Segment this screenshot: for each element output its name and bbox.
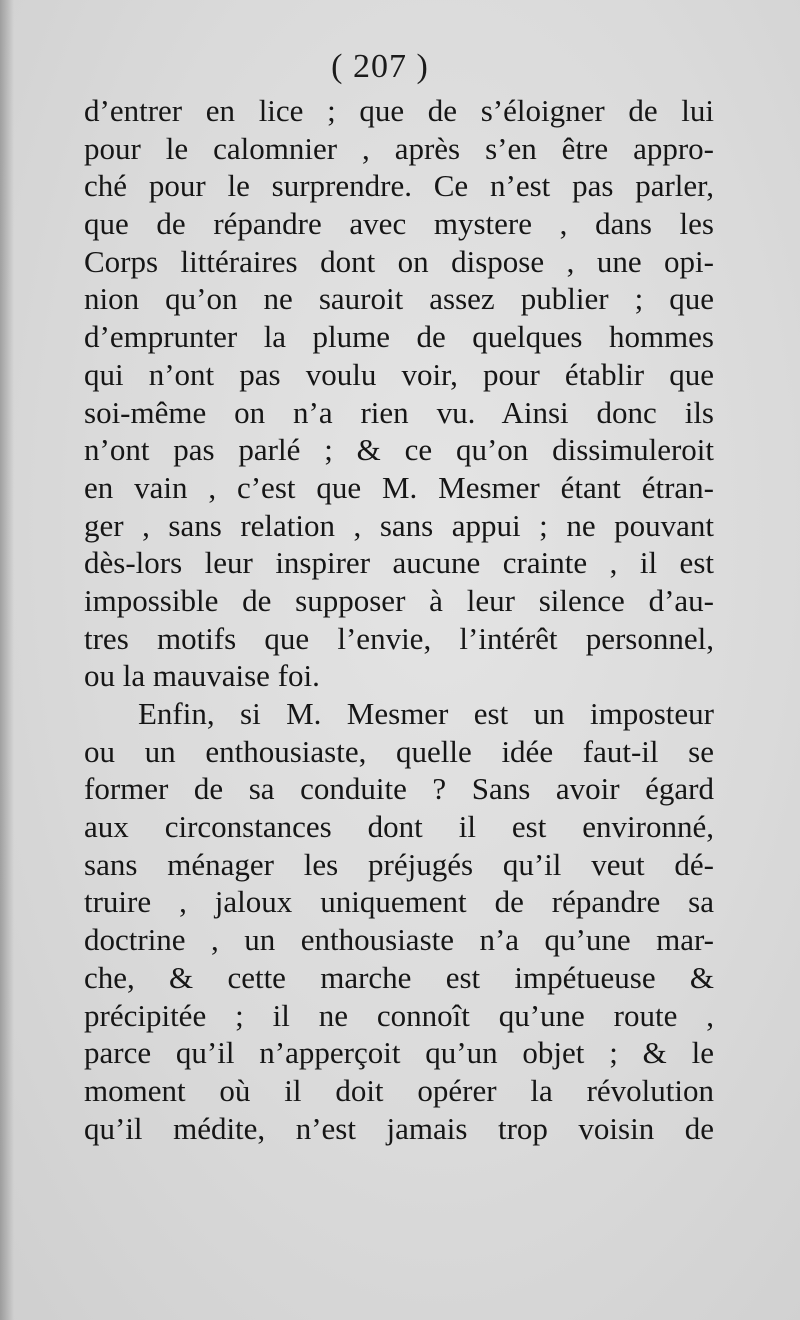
text-line: sans ménager les préjugés qu’il veut dé- (84, 846, 714, 882)
text-line: précipitée ; il ne connoît qu’une route , (84, 997, 714, 1033)
text-line: aux circonstances dont il est environné, (84, 809, 714, 845)
text-line: ché pour le surprendre. Ce n’est pas parler, (84, 168, 714, 204)
gutter-shadow (0, 0, 14, 1320)
text-line: qu’il médite, n’est jamais trop voisin de (84, 1110, 714, 1146)
text-line: Corps littéraires dont on dispose , une opi- (84, 243, 714, 279)
text-line: en vain , c’est que M. Mesmer étant étran- (84, 469, 714, 505)
page-number: ( 207 ) (331, 48, 429, 85)
text-line: doctrine , un enthousiaste n’a qu’une mar- (84, 922, 714, 958)
text-line: parce qu’il n’apperçoit qu’un objet ; & le (84, 1035, 714, 1071)
text-line: moment où il doit opérer la révolution (84, 1072, 714, 1108)
text-line: dès-lors leur inspirer aucune crainte , il est (84, 545, 714, 581)
text-line: ou la mauvaise foi. (84, 658, 320, 694)
text-line: tres motifs que l’envie, l’intérêt personnel, (84, 620, 714, 656)
text-line: former de sa conduite ? Sans avoir égard (84, 771, 714, 807)
text-line: Enfin, si M. Mesmer est un imposteur (138, 696, 714, 731)
text-line: ger , sans relation , sans appui ; ne pouvant (84, 507, 714, 543)
text-line: impossible de supposer à leur silence d’au- (84, 582, 714, 618)
text-line: d’emprunter la plume de quelques hommes (84, 319, 714, 355)
text-line: que de répandre avec mystere , dans les (84, 206, 714, 242)
text-line: n’ont pas parlé ; & ce qu’on dissimuleroit (84, 432, 714, 468)
text-line: pour le calomnier , après s’en être appro- (84, 130, 714, 166)
text-line: qui n’ont pas voulu voir, pour établir que (84, 356, 714, 392)
text-line: soi-même on n’a rien vu. Ainsi donc ils (84, 394, 714, 430)
body-text (84, 92, 714, 1147)
text-line: truire , jaloux uniquement de répandre sa (84, 884, 714, 920)
text-line: ou un enthousiaste, quelle idée faut-il se (84, 733, 714, 769)
text-line: che, & cette marche est impétueuse & (84, 959, 714, 995)
text-line: nion qu’on ne sauroit assez publier ; que (84, 281, 714, 317)
text-line: d’entrer en lice ; que de s’éloigner de lui (84, 93, 714, 128)
